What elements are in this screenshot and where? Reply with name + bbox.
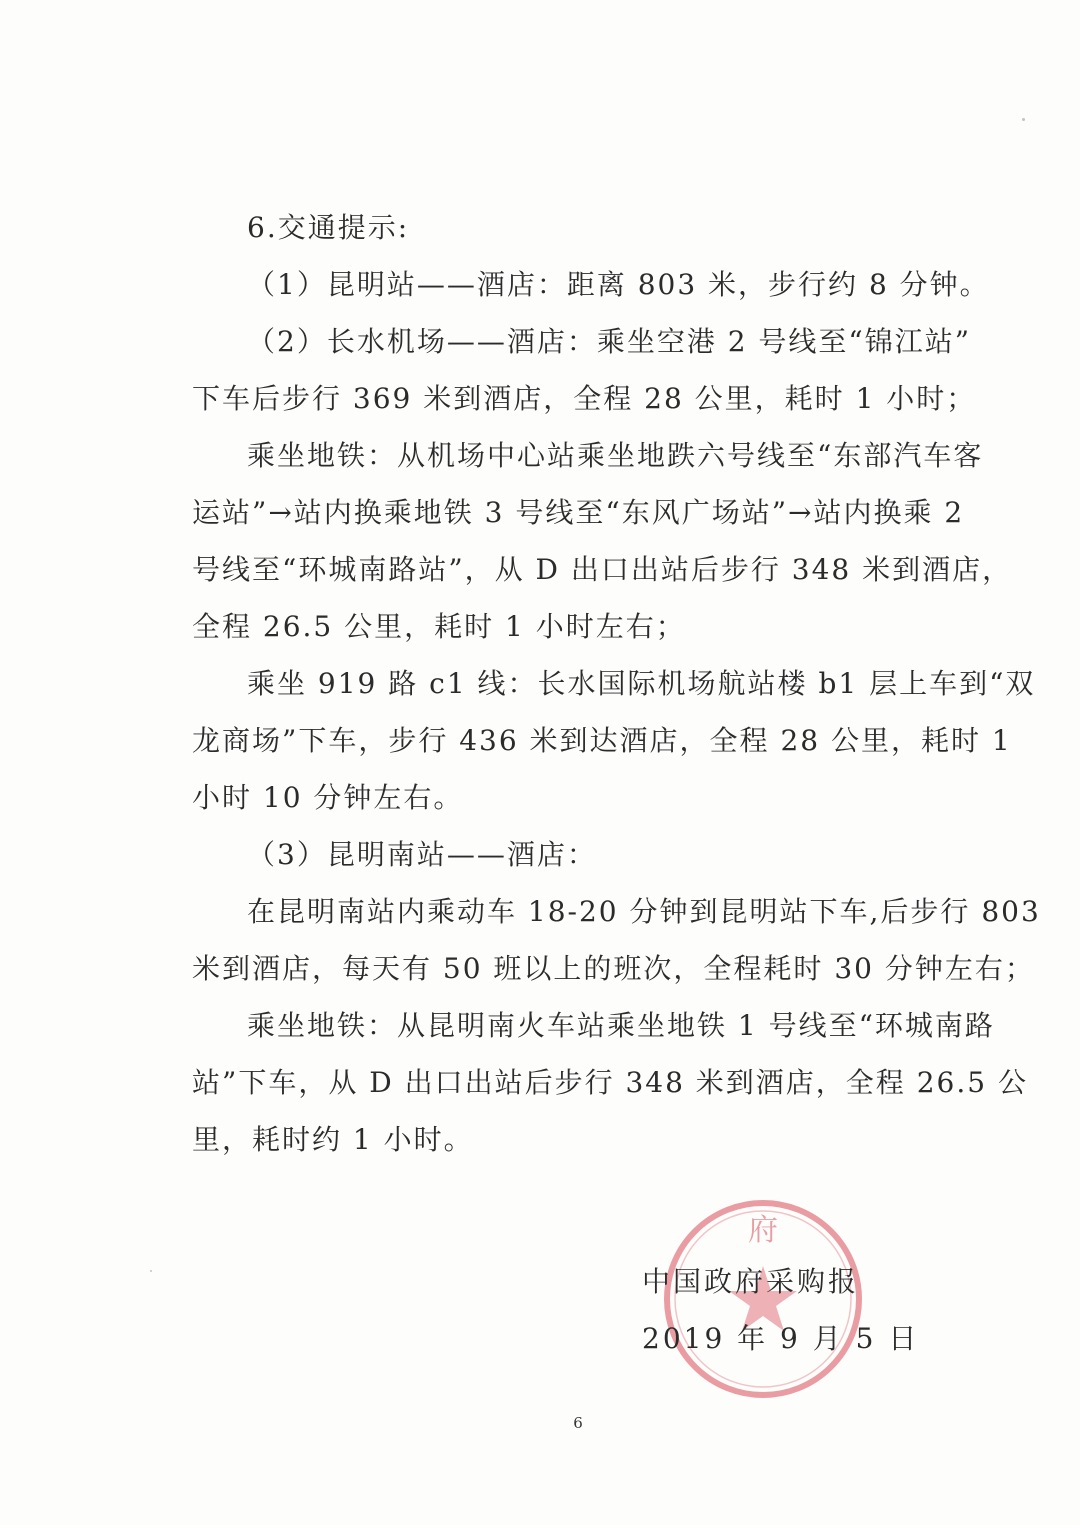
paragraph-line: 乘坐 919 路 c1 线：长水国际机场航站楼 b1 层上车到“双	[247, 667, 1036, 700]
seal-text: 府	[748, 1213, 778, 1248]
paragraph-line: 全程 26.5 公里，耗时 1 小时左右；	[192, 610, 686, 643]
scan-speck	[150, 1270, 152, 1272]
signature-organization: 中国政府采购报	[642, 1265, 860, 1298]
section-heading: 6.交通提示:	[247, 211, 410, 244]
paragraph-line: （1）昆明站——酒店：距离 803 米，步行约 8 分钟。	[247, 268, 990, 301]
paragraph-line: 乘坐地铁：从机场中心站乘坐地跌六号线至“东部汽车客	[247, 439, 984, 472]
paragraph-line: 小时 10 分钟左右。	[192, 781, 464, 814]
paragraph-line: （3）昆明南站——酒店：	[247, 838, 597, 871]
paragraph-line: 龙商场”下车，步行 436 米到达酒店，全程 28 公里，耗时 1	[192, 724, 1012, 757]
scan-speck	[1022, 118, 1025, 121]
paragraph-line: 站”下车，从 D 出口出站后步行 348 米到酒店，全程 26.5 公	[192, 1066, 1028, 1099]
paragraph-line: 米到酒店，每天有 50 班以上的班次，全程耗时 30 分钟左右；	[192, 952, 1035, 985]
page-number: 6	[573, 1414, 583, 1432]
paragraph-line: 乘坐地铁：从昆明南火车站乘坐地铁 1 号线至“环城南路	[247, 1009, 995, 1042]
paragraph-line: 里，耗时约 1 小时。	[192, 1123, 474, 1156]
paragraph-line: 号线至“环城南路站”，从 D 出口出站后步行 348 米到酒店，	[192, 553, 1013, 586]
paragraph-line: 运站”→站内换乘地铁 3 号线至“东风广场站”→站内换乘 2	[192, 496, 965, 529]
signature-date: 2019 年 9 月 5 日	[642, 1322, 920, 1355]
paragraph-line: 下车后步行 369 米到酒店，全程 28 公里，耗时 1 小时；	[192, 382, 977, 415]
paragraph-line: 在昆明南站内乘动车 18-20 分钟到昆明站下车,后步行 803	[247, 895, 1041, 928]
paragraph-line: （2）长水机场——酒店：乘坐空港 2 号线至“锦江站”	[247, 325, 972, 358]
